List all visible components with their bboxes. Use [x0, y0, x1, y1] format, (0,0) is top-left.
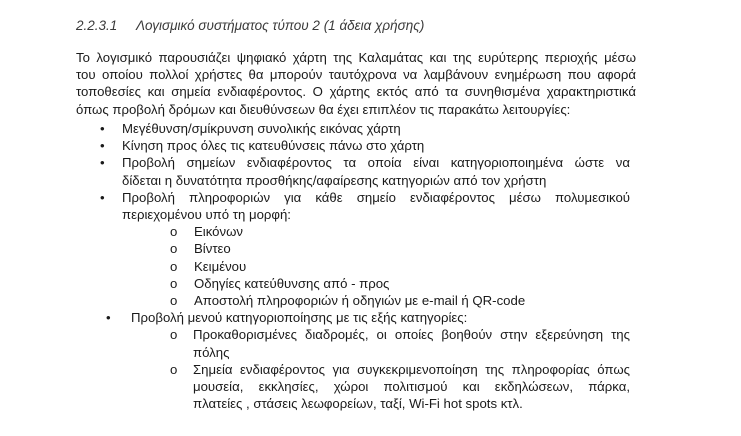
sub-list-item [0, 361, 630, 413]
sub-bullet-glyph: o [170, 293, 178, 309]
list-item-text: Προβολή σημείων ενδιαφέροντος τα οποία είναι κατηγοριοποιημένα ώστε να [122, 155, 630, 171]
sub-list-item [0, 223, 630, 240]
sub-list-item-text: μουσεία, εκκλησίες, χώροι πολιτισμού και εκδηλώσεων, πάρκα, [193, 379, 630, 395]
bullet-glyph: • [100, 155, 105, 171]
sub-list-item-text: πλατείες , στάσεις λεωφορείων, ταξί, Wi-Fi hot spots κτλ. [193, 396, 523, 412]
sub-list-item-text: Βίντεο [194, 241, 231, 257]
list-item [0, 154, 630, 188]
sub-list-item [0, 240, 630, 257]
section-number: 2.2.3.1 [76, 18, 118, 33]
list-item [0, 189, 630, 223]
sub-bullet-glyph: o [170, 258, 178, 274]
list-item-text: Κίνηση προς όλες τις κατευθύνσεις πάνω στο χάρτη [122, 138, 425, 154]
sub-list-item [0, 292, 630, 309]
sub-bullet-glyph: o [170, 327, 178, 343]
intro-line: Το λογισμικό παρουσιάζει ψηφιακό χάρτη της Καλαμάτας και της ευρύτερης περιοχής μέσω [76, 50, 636, 65]
list-item-text: Προβολή πληροφοριών για κάθε σημείο ενδιαφέροντος μέσω πολυμεσικού [122, 189, 630, 205]
list-item-text: Μεγέθυνση/σμίκρυνση συνολικής εικόνας χάρτη [122, 121, 401, 136]
intro-line: όπως προβολή δρόμων και διευθύνσεων θα έχει επιπλέον τις παρακάτω λειτουργίες: [76, 101, 571, 117]
intro-line: του οποίου πολλοί χρήστες θα μπορούν ταυτόχρονα να λαμβάνουν ενημέρωση που αφορά [76, 67, 636, 83]
sub-list-item-text: Εικόνων [194, 224, 243, 240]
list-item [0, 137, 630, 154]
feature-list [0, 120, 741, 412]
intro-paragraph [76, 49, 636, 118]
list-item-text: Προβολή μενού κατηγοριοποίησης με τις εξής κατηγορίες: [131, 310, 468, 326]
bullet-glyph: • [106, 310, 111, 326]
sub-bullet-glyph: o [170, 241, 178, 257]
sub-list-item-text: πόλης [193, 344, 230, 360]
intro-line: τοποθεσίες και σημεία ενδιαφέροντος. Ο χάρτης εκτός από τα συνηθισμένα χαρακτηριστικά [76, 84, 636, 100]
list-item [0, 120, 630, 137]
list-item-text: δίδεται η δυνατότητα προσθήκης/αφαίρεσης κατηγοριών από τον χρήστη [122, 172, 547, 188]
sub-list-item [0, 326, 630, 360]
sub-list-item [0, 275, 630, 292]
bullet-glyph: • [100, 138, 105, 154]
sub-bullet-glyph: o [170, 224, 178, 240]
sub-bullet-glyph: o [170, 275, 178, 291]
sub-list-item-text: Κειμένου [194, 258, 247, 274]
sub-bullet-glyph: o [170, 361, 178, 377]
list-item [0, 309, 630, 326]
list-item-text: περιεχομένου υπό τη μορφή: [122, 207, 291, 223]
sub-list-item-text: Προκαθορισμένες διαδρομές, οι οποίες βοηθούν στην εξερεύνηση της [193, 327, 630, 343]
sub-list-item-text: Οδηγίες κατεύθυνσης από - προς [194, 275, 390, 291]
bullet-glyph: • [100, 189, 105, 205]
section-title: Λογισμικό συστήματος τύπου 2 (1 άδεια χρήσης) [136, 18, 425, 33]
sub-list-item-text: Σημεία ενδιαφέροντος για συγκεκριμενοποίηση της πληροφορίας όπως [193, 361, 630, 377]
sub-list-item-text: Αποστολή πληροφοριών ή οδηγιών με e-mail ή QR-code [194, 293, 526, 309]
sub-list-item [0, 258, 630, 275]
section-heading [76, 18, 424, 33]
bullet-glyph: • [100, 121, 105, 136]
